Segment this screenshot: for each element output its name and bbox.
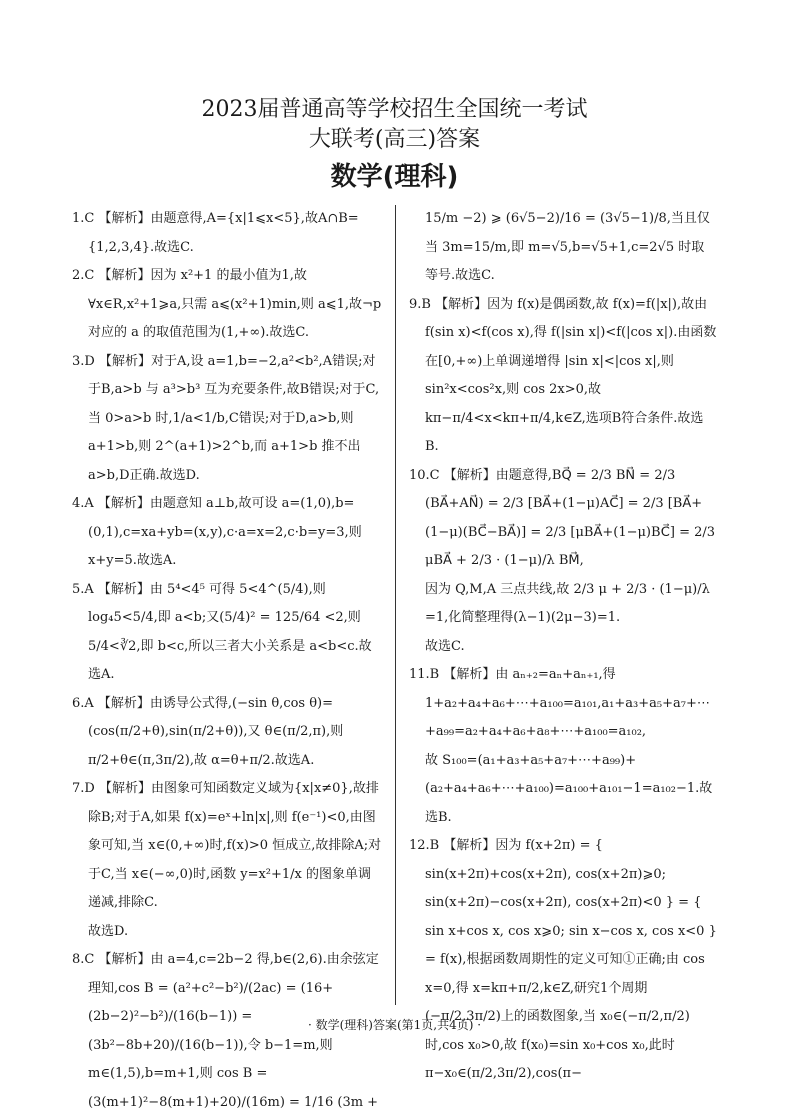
solution-6: 6.A 【解析】由诱导公式得,(−sin θ,cos θ)=(cos(π/2+θ),sin(π/2+θ)),又 θ∈(π/2,π),则 π/2+θ∈(π,3π/2),故 α=θ+π/2.故选A. [72, 695, 344, 768]
solution-11: 11.B 【解析】由 aₙ₊₂=aₙ+aₙ₊₁,得 1+a₂+a₄+a₆+⋯+a₁₀₀=a₁₀₁,a₁+a₃+a₅+a₇+⋯+a₉₉=a₂+a₄+a₆+a₈+⋯+a₁₀₀=a₁₀₂, [409, 667, 710, 739]
solution-11-conclusion: 故 S₁₀₀=(a₁+a₃+a₅+a₇+⋯+a₉₉)+(a₂+a₄+a₆+⋯+a₁₀₀)=a₁₀₀+a₁₀₁−1=a₁₀₂−1.故选B. [425, 752, 713, 825]
left-column [72, 205, 382, 1117]
solution-10: 10.C 【解析】由题意得,BQ⃗ = 2/3 BN⃗ = 2/3 (BA⃗+AN⃗) = 2/3 [BA⃗+(1−μ)AC⃗] = 2/3 [BA⃗+(1−μ)(BC⃗−BA⃗)] = 2/3 [μBA⃗+(1−μ)BC⃗] = 2/3 μBA⃗ + 2/3 · (1−μ)/λ BM⃗, [409, 467, 716, 568]
solution-12: 12.B 【解析】因为 f(x+2π) = { sin(x+2π)+cos(x+2π), cos(x+2π)⩾0; sin(x+2π)−cos(x+2π), cos(x+2π)<0 } = { sin x+cos x, cos x⩾0; sin x−cos x, cos x<0 } = f(x),根据函数周期性的定义可知①正确;由 cos x=0,得 x=kπ+π/2,k∈Z,研究1个周期(−π/2,3π/2)上的函数图象,当 x₀∈(−π/2,π/2)时,cos x₀>0,故 f(x₀)=sin x₀+cos x₀,此时 π−x₀∈(π/2,3π/2),cos(π− [409, 838, 717, 1081]
column-divider [395, 205, 396, 1005]
solution-8-continued: 15/m −2) ⩾ (6√5−2)/16 = (3√5−1)/8,当且仅当 3m=15/m,即 m=√5,b=√5+1,c=2√5 时取等号.故选C. [425, 211, 710, 283]
solution-5: 5.A 【解析】由 5⁴<4⁵ 可得 5<4^(5/4),则 log₄5<5/4,即 a<b;又(5/4)² = 125/64 <2,则 5/4<∛2,即 b<c,所以三者大小关系是 a<b<c.故选A. [72, 581, 372, 682]
solution-7: 7.D 【解析】由图象可知函数定义域为{x|x≠0},故排除B;对于A,如果 f(x)=eˣ+ln|x|,则 f(e⁻¹)<0,由图象可知,当 x∈(0,+∞)时,f(x)>0 恒成立,故排除A;对于C,当 x∈(−∞,0)时,函数 y=x²+1/x 的图象单调递减,排除C. [72, 781, 382, 910]
solution-10-conclusion: 故选C. [425, 638, 465, 654]
subject-heading: 数学(理科) [330, 162, 459, 192]
right-column [409, 205, 717, 1089]
solution-4: 4.A 【解析】由题意知 a⊥b,故可设 a=(1,0),b=(0,1),c=xa+yb=(x,y),c·a=x=2,c·b=y=3,则 x+y=5.故选A. [72, 496, 362, 568]
exam-title: 2023届普通高等学校招生全国统一考试 [201, 97, 588, 122]
solution-9: 9.B 【解析】因为 f(x)是偶函数,故 f(x)=f(|x|),故由 f(sin x)<f(cos x),得 f(|sin x|)<f(|cos x|).由函数在[0,+∞)上单调递增得 |sin x|<|cos x|,则 sin²x<cos²x,则 cos 2x>0,故 kπ−π/4<x<kπ+π/4,k∈Z,选项B符合条件.故选B. [409, 296, 717, 454]
solution-10-step: 因为 Q,M,A 三点共线,故 2/3 μ + 2/3 · (1−μ)/λ =1,化简整理得(λ−1)(2μ−3)=1. [425, 581, 710, 625]
page-footer: · 数学(理科)答案(第1页,共4页) · [307, 1018, 482, 1032]
solution-1: 1.C 【解析】由题意得,A={x|1⩽x<5},故A∩B={1,2,3,4}.故选C. [72, 211, 359, 255]
solution-8: 8.C 【解析】由 a=4,c=2b−2 得,b∈(2,6).由余弦定理知,cos B = (a²+c²−b²)/(2ac) = (16+(2b−2)²−b²)/(16(b−1)) = (3b²−8b+20)/(16(b−1)),令 b−1=m,则 m∈(1,5),b=m+1,则 cos B = (3(m+1)²−8(m+1)+20)/(16m) = 1/16 (3m + [72, 952, 379, 1110]
solution-3: 3.D 【解析】对于A,设 a=1,b=−2,a²<b²,A错误;对于B,a>b 与 a³>b³ 互为充要条件,故B错误;对于C,当 0>a>b 时,1/a<1/b,C错误;对于D,a>b,则 a+1>b,则 2^(a+1)>2^b,而 a+1>b 推不出 a>b,D正确.故选D. [72, 353, 380, 483]
solution-2: 2.C 【解析】因为 x²+1 的最小值为1,故∀x∈R,x²+1⩾a,只需 a⩽(x²+1)min,则 a⩽1,故¬p 对应的 a 的取值范围为(1,+∞).故选C. [72, 268, 382, 340]
solution-7-conclusion: 故选D. [88, 923, 129, 939]
exam-subtitle: 大联考(高三)答案 [308, 127, 481, 152]
